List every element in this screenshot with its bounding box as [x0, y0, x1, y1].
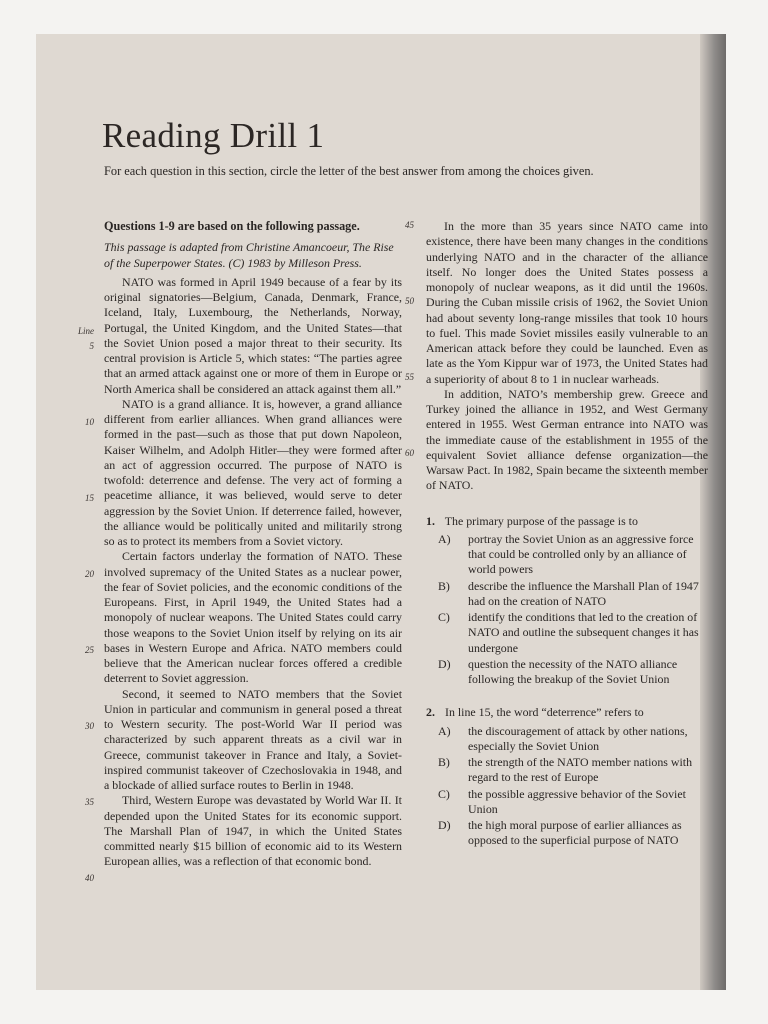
passage-column-right — [426, 219, 708, 850]
question-1 — [426, 514, 708, 688]
line-number-35: 35 — [85, 797, 94, 807]
line-number-60: 60 — [405, 448, 414, 458]
passage-column-left — [104, 219, 402, 870]
option-text: the high moral purpose of earlier alliances as opposed to the superficial purpose of NATO — [468, 818, 682, 848]
option-text: the possible aggressive behavior of the Soviet Union — [468, 786, 686, 816]
option-letter: D) — [438, 656, 451, 671]
option-letter: A) — [438, 723, 451, 738]
passage-paragraph: Third, Western Europe was devastated by World War II. It depended upon the United States for its economic support. The Marshall Plan of 1947, in which the United States committed nearly $15 billion of economic aid to its Western European allies, was a reflection of that economic bond. — [104, 793, 402, 869]
option-text: portray the Soviet Union as an aggressive force that could be controlled only by an alliance of world powers — [468, 531, 694, 577]
answer-option-1d[interactable] — [438, 657, 708, 688]
line-label-line: Line — [77, 326, 94, 336]
passage-paragraph: NATO was formed in April 1949 because of a fear by its original signatories—Belgium, Canada, Denmark, France, Iceland, Italy, Luxembourg, the Netherlands, Norway, Portugal, the United Kingdom, and the United States—that the Soviet Union posed a major threat to their security. Its central provision is Article 5, which states: “The parties agree that an armed attack against one or more of them in Europe or North America shall be considered an attack against them all.” — [104, 274, 402, 396]
line-number-20: 20 — [85, 569, 94, 579]
question-number: 2. — [426, 705, 435, 720]
instructions: For each question in this section, circle the letter of the best answer from among the choices given. — [104, 164, 594, 178]
question-stem: The primary purpose of the passage is to — [444, 513, 638, 528]
option-text: question the necessity of the NATO alliance following the breakup of the Soviet Union — [468, 656, 678, 686]
option-text: the discouragement of attack by other nations, especially the Soviet Union — [468, 723, 688, 753]
passage-paragraph: In addition, NATO’s membership grew. Greece and Turkey joined the alliance in 1952, and West Germany entered in 1955. West German entrance into NATO was the immediate cause of the establishment in 1955 of the equivalent Soviet alliance defense organization—the Warsaw Pact. In 1982, Spain became the sixteenth member of NATO. — [426, 386, 708, 493]
passage-paragraph: Certain factors underlay the formation of NATO. These involved supremacy of the United States as a nuclear power, the fear of Soviet policies, and the economic conditions of the Europeans. First, in April 1949, the United States had a monopoly of nuclear weapons. The United States could carry those weapons to the Soviet Union itself by relying on its air bases in Western Europe and Africa. NATO members could believe that the American nuclear forces offered a credible deterrent to Soviet aggression. — [104, 549, 402, 686]
option-letter: C) — [438, 786, 450, 801]
option-letter: B) — [438, 755, 450, 769]
passage-heading: Questions 1-9 are based on the following passage. — [104, 219, 360, 233]
passage-paragraph: In the more than 35 years since NATO came into existence, there have been many changes in the conditions underlying NATO and in the character of the alliance itself. No longer does the United States possess a monopoly of nuclear weapons, as it did until the 1960s. During the Cuban missile crisis of 1962, the Soviet Union had about seventy long-range missiles that took 10 hours to fuel. This made Soviet missiles easily vulnerable to an American attack before they could be launched. Even as late as the Yom Kippur war of 1973, the United States had a superiority of about 8 to 1 in nuclear warheads. — [426, 219, 708, 386]
question-stem: In line 15, the word “deterrence” refers to — [444, 705, 644, 720]
option-text: identify the conditions that led to the creation of NATO and outline the subsequent changes it has undergone — [468, 610, 699, 655]
option-letter: A) — [438, 531, 451, 546]
question-number: 1. — [426, 513, 435, 528]
question-2 — [426, 705, 708, 848]
line-number-45: 45 — [405, 220, 414, 230]
answer-option-1b[interactable] — [438, 579, 708, 610]
passage-paragraph: NATO is a grand alliance. It is, however, a grand alliance different from earlier alliances. When grand alliances were formed in the past—such as those that put down Napoleon, Kaiser Wilhelm, and Adolph Hitler—they were formed after an act of aggression occurred. The purpose of NATO is twofold: deterrence and defense. The very act of forming a peacetime alliance, it was believed, would serve to deter aggression by the Soviet Union. If deterrence failed, however, the alliance would be politically united and militarily strong so as to protect its members from a Soviet victory. — [104, 396, 402, 548]
passage-paragraph: Second, it seemed to NATO members that the Soviet Union in particular and communism in general posed a threat to Western security. The post-World War II period was characterized by such apparent threats as a civil war in Greece, communist takeover in France and Italy, a Soviet-inspired communist takeover of Czechoslovakia in 1948, and a blockade of allied surface routes to Berlin in 1948. — [104, 686, 402, 792]
page-title: Reading Drill 1 — [102, 116, 325, 155]
option-text: the strength of the NATO member nations with regard to the rest of Europe — [468, 755, 693, 785]
option-letter: B) — [438, 578, 450, 593]
line-number-55: 55 — [405, 372, 414, 382]
answer-option-1c[interactable] — [438, 610, 708, 656]
option-letter: D) — [438, 818, 451, 832]
answer-option-2a[interactable] — [438, 724, 708, 755]
answer-option-2d[interactable] — [438, 818, 708, 849]
line-number-30: 30 — [85, 721, 94, 731]
answer-option-2c[interactable] — [438, 787, 708, 818]
line-number-50: 50 — [405, 296, 414, 306]
line-number-10: 10 — [85, 417, 94, 427]
book-page — [36, 34, 726, 990]
passage-body-left — [104, 275, 402, 870]
line-number-40: 40 — [85, 873, 94, 883]
line-number-5: 5 — [89, 341, 94, 351]
answer-option-2b[interactable] — [438, 755, 708, 786]
answer-option-1a[interactable] — [438, 532, 708, 578]
passage-body-right — [426, 219, 708, 494]
option-text: describe the influence the Marshall Plan of 1947 had on the creation of NATO — [468, 578, 699, 608]
line-number-15: 15 — [85, 493, 94, 503]
option-letter: C) — [438, 610, 450, 624]
line-number-25: 25 — [85, 645, 94, 655]
passage-source: This passage is adapted from Christine Amancoeur, The Rise of the Superpower States. (C) 1983 by Milleson Press. — [104, 240, 394, 270]
